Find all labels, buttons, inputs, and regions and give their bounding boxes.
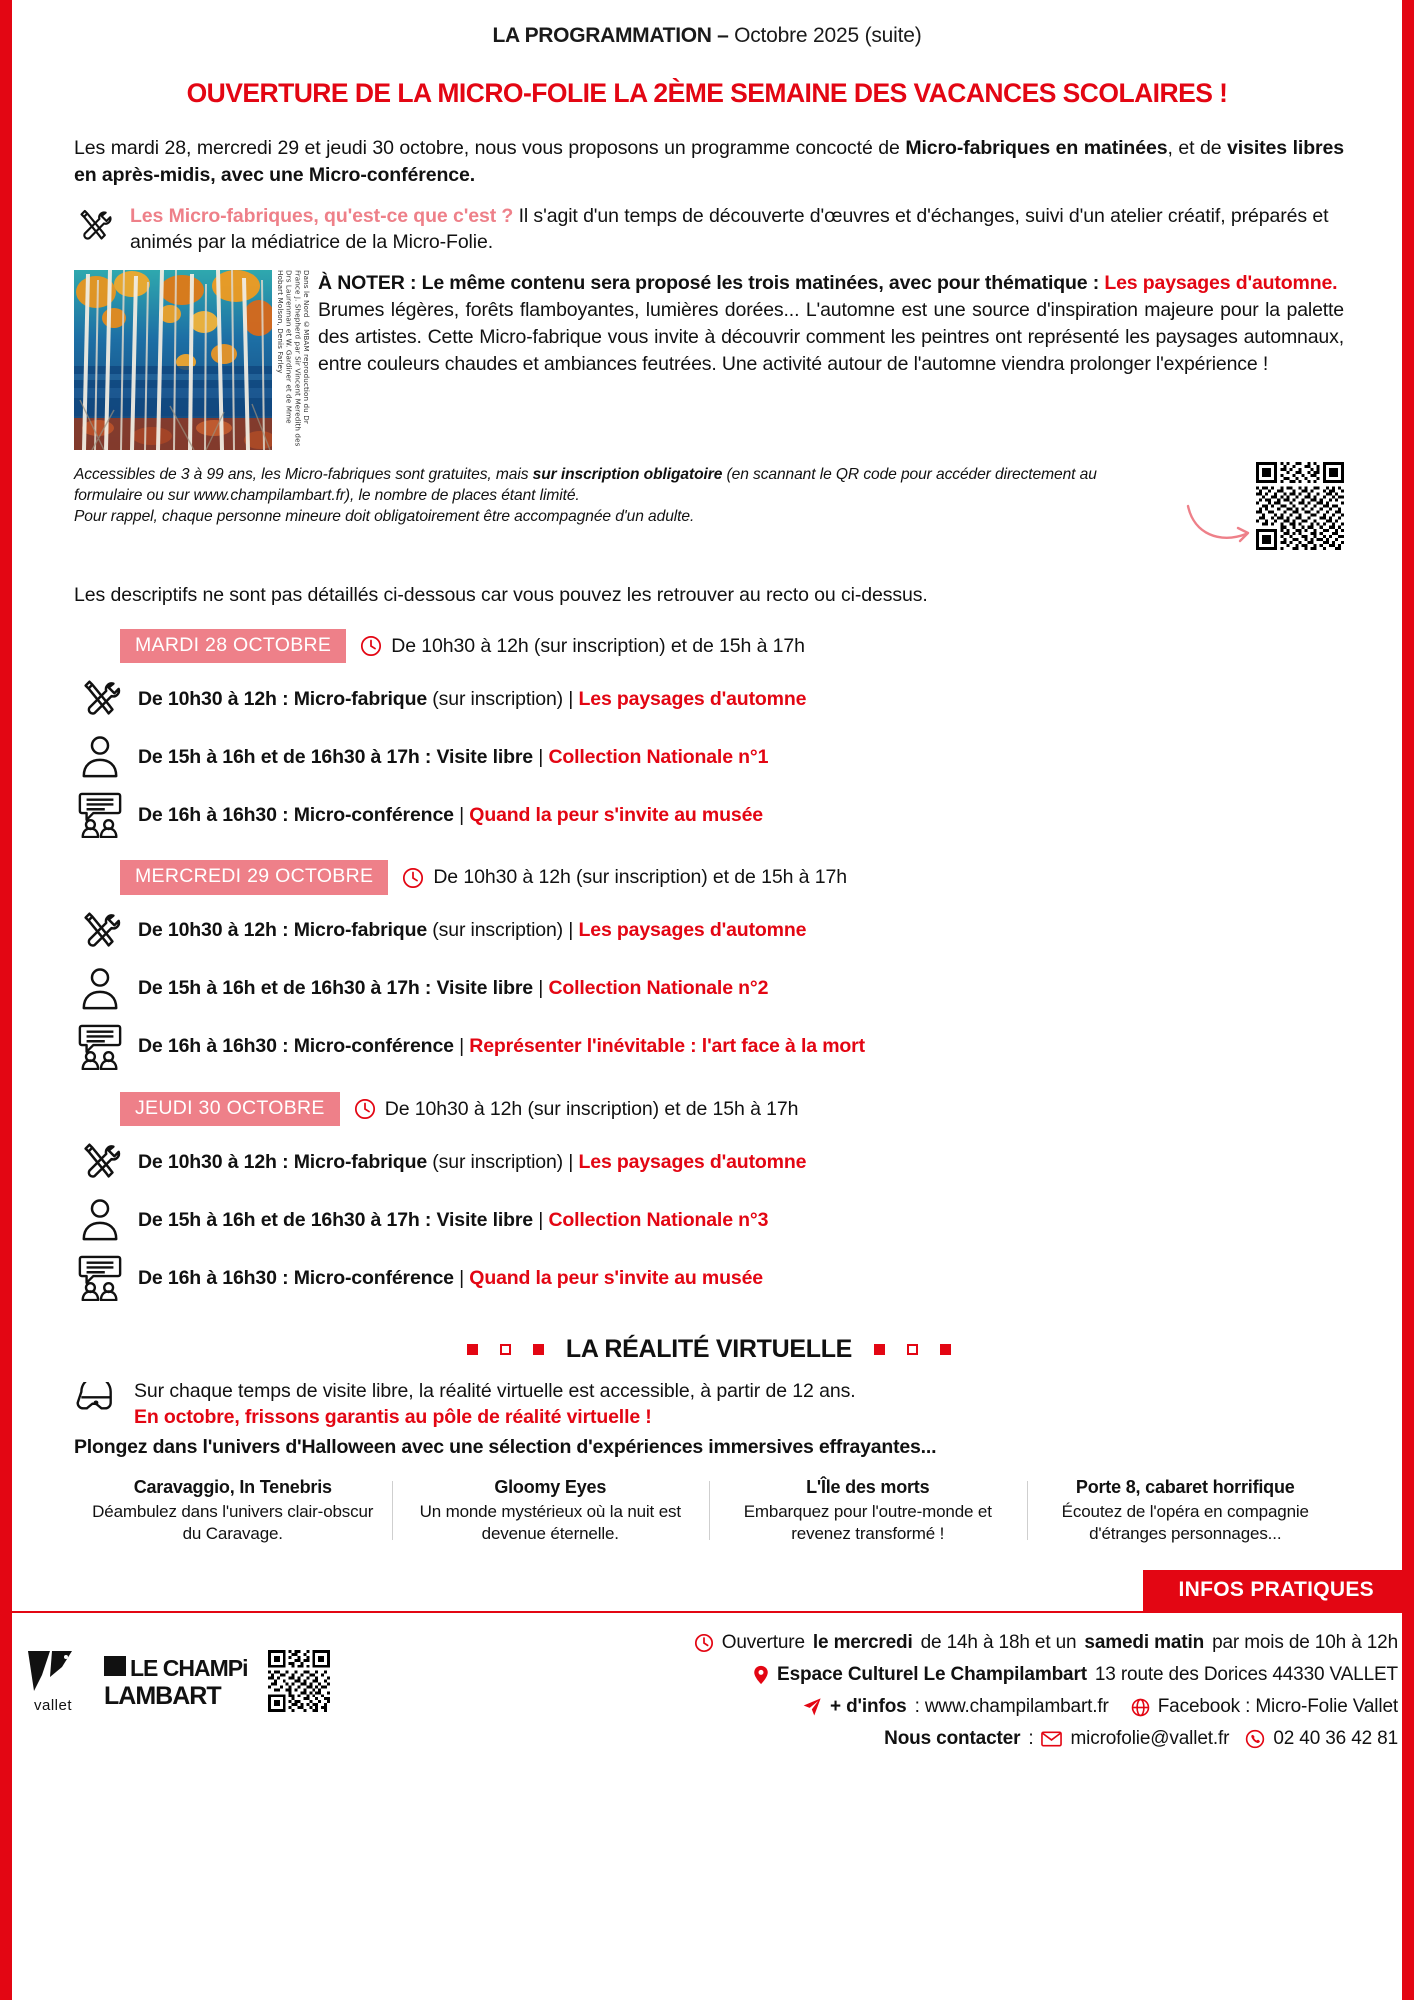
access-line2: Pour rappel, chaque personne mineure doit obligatoirement être accompagnée d'un adulte. bbox=[74, 508, 695, 526]
champilambart-logo bbox=[102, 1650, 250, 1712]
conference-icon bbox=[74, 792, 126, 838]
vr-card-title: Porte 8, cabaret horrifique bbox=[1075, 1477, 1295, 1498]
micro-fabriques-explainer bbox=[74, 203, 1344, 256]
vr-headset-icon bbox=[74, 1380, 122, 1420]
vr-section-header bbox=[74, 1335, 1344, 1364]
event-note: (sur inscription) | bbox=[427, 1150, 579, 1173]
footer-contact-line bbox=[342, 1723, 1398, 1755]
event-note: | bbox=[453, 1035, 470, 1058]
day-header bbox=[74, 1092, 1344, 1127]
day-section bbox=[74, 1092, 1344, 1302]
location-pin-icon bbox=[753, 1665, 769, 1685]
autumn-painting-image bbox=[74, 270, 272, 450]
event-time-type: De 16h à 16h30 : Micro-conférence bbox=[138, 803, 454, 826]
contact-label: Nous contacter bbox=[884, 1728, 1021, 1750]
day-hours-text: De 10h30 à 12h (sur inscription) et de 15h à 17h bbox=[384, 1097, 799, 1120]
vr-card bbox=[74, 1477, 392, 1544]
a-noter-label: À NOTER : Le même contenu sera proposé les trois matinées, avec pour thématique : bbox=[318, 271, 1105, 294]
event-row bbox=[74, 1198, 1344, 1242]
days-container bbox=[74, 629, 1344, 1302]
square-outline-icon bbox=[500, 1344, 511, 1355]
page-border-left bbox=[0, 0, 12, 2000]
event-note: | bbox=[533, 1208, 549, 1231]
vallet-logo-text: vallet bbox=[33, 1697, 73, 1715]
event-time-type: De 15h à 16h et de 16h30 à 17h : Visite libre bbox=[138, 745, 533, 768]
vr-card bbox=[392, 1477, 710, 1544]
event-text bbox=[138, 919, 806, 942]
event-row bbox=[74, 792, 1344, 838]
footer-hours-line bbox=[342, 1627, 1398, 1659]
explainer-answer: Il s'agit d'un temps de découverte d'œuvres et d'échanges, suivi d'un atelier créatif, préparés et animés par la médiatrice de la Micro-Folie. bbox=[130, 204, 1329, 254]
footer bbox=[12, 1627, 1402, 1755]
intro-part1: Les mardi 28, mercredi 29 et jeudi 30 octobre, nous vous proposons un programme concocté de bbox=[74, 137, 906, 159]
event-text bbox=[138, 977, 768, 1000]
infos-value[interactable]: : www.champilambart.fr bbox=[914, 1696, 1109, 1718]
infos-segment bbox=[802, 1691, 1109, 1723]
square-filled-icon bbox=[533, 1344, 544, 1355]
vr-line-2: En octobre, frissons garantis au pôle de réalité virtuelle ! bbox=[134, 1406, 652, 1429]
infos-pratiques-bar-wrap bbox=[12, 1570, 1402, 1611]
event-time-type: De 16h à 16h30 : Micro-conférence bbox=[138, 1035, 454, 1058]
event-text bbox=[138, 1151, 806, 1174]
access-note-row bbox=[74, 462, 1344, 558]
infos-label: + d'infos bbox=[830, 1696, 907, 1718]
access-line1a: Accessibles de 3 à 99 ans, les Micro-fabriques sont gratuites, mais bbox=[74, 465, 533, 483]
intro-bold1: Micro-fabriques en matinées bbox=[905, 137, 1168, 159]
qr-zone bbox=[1134, 462, 1344, 558]
clock-icon bbox=[402, 867, 424, 889]
event-note: (sur inscription) | bbox=[427, 919, 579, 942]
svg-text:LAMBART: LAMBART bbox=[104, 1681, 221, 1710]
vr-card-description: Déambulez dans l'univers clair-obscur du Caravage. bbox=[92, 1502, 374, 1543]
page-border-right bbox=[1402, 0, 1414, 2000]
a-noter-theme: Les paysages d'automne. bbox=[1104, 271, 1338, 294]
contact-sep: : bbox=[1028, 1728, 1034, 1750]
vr-text-lines bbox=[134, 1380, 1344, 1429]
event-title: Quand la peur s'invite au musée bbox=[469, 803, 763, 826]
vr-section-title: LA RÉALITÉ VIRTUELLE bbox=[565, 1335, 853, 1364]
clock-icon bbox=[360, 635, 382, 657]
svg-text:LE CHAMPi: LE CHAMPi bbox=[130, 1654, 248, 1681]
vr-card-title: Caravaggio, In Tenebris bbox=[133, 1477, 332, 1498]
access-line1b: sur inscription obligatoire bbox=[532, 465, 723, 483]
event-note: | bbox=[533, 977, 549, 1000]
envelope-icon bbox=[1041, 1731, 1062, 1747]
footer-web-line bbox=[342, 1691, 1398, 1723]
artwork-credit: Dans le Nord ©MBAM reproduction du Dr France J. Shepherd par Sir Vincent Meredith des Drs Laurenman et W. Gardiner et de Mme Hobart Molson, Denis Farley bbox=[275, 269, 312, 447]
event-text bbox=[138, 804, 763, 827]
hours-c: de 14h à 18h et un bbox=[920, 1632, 1077, 1654]
event-note: (sur inscription) | bbox=[427, 687, 579, 710]
flyer-page bbox=[12, 0, 1402, 2000]
day-badge: MARDI 28 OCTOBRE bbox=[120, 629, 346, 664]
hours-e: par mois de 10h à 12h bbox=[1212, 1632, 1398, 1654]
page-title: OUVERTURE DE LA MICRO-FOLIE LA 2ÈME SEMAINE DES VACANCES SCOLAIRES ! bbox=[186, 78, 1228, 108]
event-text bbox=[138, 1267, 763, 1290]
vallet-logo bbox=[22, 1647, 84, 1714]
hours-a: Ouverture bbox=[721, 1632, 805, 1654]
program-dash: – bbox=[711, 24, 735, 47]
phone-icon bbox=[1245, 1729, 1265, 1749]
program-date: Octobre 2025 (suite) bbox=[734, 24, 922, 47]
explainer-question: Les Micro-fabriques, qu'est-ce que c'est ? bbox=[130, 204, 514, 227]
square-filled-icon bbox=[874, 1344, 885, 1355]
program-label: LA PROGRAMMATION bbox=[492, 24, 712, 47]
footer-logos bbox=[12, 1627, 342, 1714]
event-text bbox=[138, 746, 768, 769]
intro-paragraph bbox=[74, 135, 1344, 189]
event-title: Représenter l'inévitable : l'art face à la mort bbox=[469, 1035, 865, 1058]
event-title: Les paysages d'automne bbox=[578, 687, 807, 710]
visitor-icon bbox=[74, 967, 126, 1011]
decor-squares-left bbox=[467, 1344, 544, 1355]
facebook-segment bbox=[1131, 1691, 1398, 1723]
vr-line-3: Plongez dans l'univers d'Halloween avec une sélection d'expériences immersives effrayantes... bbox=[74, 1436, 937, 1459]
clock-icon bbox=[694, 1633, 714, 1653]
facebook-value[interactable]: Facebook : Micro-Folie Vallet bbox=[1157, 1696, 1398, 1718]
day-header bbox=[74, 860, 1344, 895]
day-header bbox=[74, 629, 1344, 664]
globe-icon bbox=[1131, 1698, 1150, 1717]
day-badge: JEUDI 30 OCTOBRE bbox=[120, 1092, 340, 1127]
event-row bbox=[74, 1139, 1344, 1185]
hours-d: samedi matin bbox=[1084, 1632, 1205, 1654]
event-time-type: De 15h à 16h et de 16h30 à 17h : Visite libre bbox=[138, 1208, 533, 1231]
infos-divider bbox=[12, 1611, 1402, 1614]
content-area bbox=[12, 135, 1402, 1544]
event-row bbox=[74, 1024, 1344, 1070]
registration-qr-code[interactable] bbox=[1256, 462, 1344, 550]
event-title: Les paysages d'automne bbox=[578, 1150, 807, 1173]
a-noter-body: Brumes légères, forêts flamboyantes, lumières dorées... L'automne est une source d'inspiration majeure pour la palette des artistes. Cette Micro-fabrique vous invite à découvrir comment les peintres ont représenté les paysages automnaux, entre couleurs chaudes et ambiances feutrées. Une activité autour de l'automne viendra prolonger l'expérience ! bbox=[318, 298, 1344, 375]
footer-contact-info bbox=[342, 1627, 1402, 1755]
event-time-type: De 16h à 16h30 : Micro-conférence bbox=[138, 1266, 454, 1289]
access-note-text bbox=[74, 462, 1134, 528]
event-time-type: De 10h30 à 12h : Micro-fabrique bbox=[138, 919, 428, 942]
event-title: Les paysages d'automne bbox=[578, 919, 807, 942]
visitor-icon bbox=[74, 1198, 126, 1242]
visitor-icon bbox=[74, 735, 126, 779]
program-header bbox=[12, 24, 1402, 48]
conference-icon bbox=[74, 1255, 126, 1301]
event-time-type: De 15h à 16h et de 16h30 à 17h : Visite libre bbox=[138, 977, 533, 1000]
day-hours-text: De 10h30 à 12h (sur inscription) et de 15h à 17h bbox=[391, 634, 805, 657]
a-noter-text bbox=[312, 270, 1344, 450]
clock-icon bbox=[354, 1098, 376, 1120]
email-value[interactable]: microfolie@vallet.fr bbox=[1070, 1728, 1230, 1750]
vr-experience-cards bbox=[74, 1477, 1344, 1544]
artwork-wrapper bbox=[74, 270, 312, 450]
address-rest: 13 route des Dorices 44330 VALLET bbox=[1094, 1664, 1398, 1686]
event-title: Quand la peur s'invite au musée bbox=[469, 1266, 763, 1289]
curved-arrow-icon bbox=[1186, 500, 1256, 550]
intro-bold2: visites libres en après-midis, avec une Micro-conférence. bbox=[74, 137, 1344, 186]
tools-icon bbox=[74, 1139, 126, 1185]
conference-icon bbox=[74, 1024, 126, 1070]
event-time-type: De 10h30 à 12h : Micro-fabrique bbox=[138, 1150, 428, 1173]
day-hours bbox=[360, 635, 805, 658]
event-text bbox=[138, 688, 806, 711]
event-row bbox=[74, 908, 1344, 954]
vr-card bbox=[709, 1477, 1027, 1544]
footer-address-line bbox=[342, 1659, 1398, 1691]
vr-description-row bbox=[74, 1380, 1344, 1429]
footer-qr-code[interactable] bbox=[268, 1650, 330, 1712]
access-line1c: (en scannant le QR code pour accéder directement au formulaire ou sur www.champilambart.fr), le nombre de places étant limité. bbox=[74, 465, 1097, 505]
vr-line-1: Sur chaque temps de visite libre, la réalité virtuelle est accessible, à partir de 12 ans. bbox=[134, 1380, 856, 1403]
event-title: Collection Nationale n°3 bbox=[548, 1208, 769, 1231]
day-hours bbox=[402, 866, 847, 889]
paper-plane-icon bbox=[802, 1697, 822, 1717]
tools-icon bbox=[74, 203, 118, 246]
infos-pratiques-badge: INFOS PRATIQUES bbox=[1143, 1570, 1402, 1611]
vr-card-description: Écoutez de l'opéra en compagnie d'étranges personnages... bbox=[1061, 1502, 1309, 1543]
event-text bbox=[138, 1209, 768, 1232]
tools-icon bbox=[74, 908, 126, 954]
vr-card bbox=[1027, 1477, 1345, 1544]
square-outline-icon bbox=[907, 1344, 918, 1355]
event-row bbox=[74, 676, 1344, 722]
event-text bbox=[138, 1035, 865, 1058]
address-bold: Espace Culturel Le Champilambart bbox=[777, 1664, 1087, 1686]
event-note: | bbox=[533, 745, 549, 768]
vr-card-description: Un monde mystérieux où la nuit est devenue éternelle. bbox=[419, 1502, 681, 1543]
event-note: | bbox=[453, 803, 470, 826]
event-row bbox=[74, 735, 1344, 779]
phone-value[interactable]: 02 40 36 42 81 bbox=[1273, 1728, 1398, 1750]
hours-b: le mercredi bbox=[812, 1632, 913, 1654]
square-filled-icon bbox=[467, 1344, 478, 1355]
decor-squares-right bbox=[874, 1344, 951, 1355]
tools-icon bbox=[74, 676, 126, 722]
explainer-text bbox=[130, 203, 1344, 256]
intro-part2: , et de bbox=[1167, 137, 1228, 159]
event-title: Collection Nationale n°2 bbox=[548, 977, 769, 1000]
event-row bbox=[74, 1255, 1344, 1301]
vr-card-title: Gloomy Eyes bbox=[494, 1477, 607, 1498]
square-filled-icon bbox=[940, 1344, 951, 1355]
event-note: | bbox=[453, 1266, 470, 1289]
day-badge: MERCREDI 29 OCTOBRE bbox=[120, 860, 388, 895]
a-noter-block bbox=[74, 270, 1344, 450]
day-section bbox=[74, 629, 1344, 839]
vr-card-title: L'Île des morts bbox=[806, 1477, 930, 1498]
day-section bbox=[74, 860, 1344, 1070]
event-row bbox=[74, 967, 1344, 1011]
event-time-type: De 10h30 à 12h : Micro-fabrique bbox=[138, 687, 428, 710]
event-title: Collection Nationale n°1 bbox=[548, 745, 769, 768]
vr-card-description: Embarquez pour l'outre-monde et revenez transformé ! bbox=[743, 1502, 992, 1543]
descriptifs-note: Les descriptifs ne sont pas détaillés ci-dessous car vous pouvez les retrouver au recto ou ci-dessus. bbox=[74, 583, 928, 606]
day-hours bbox=[354, 1098, 799, 1121]
day-hours-text: De 10h30 à 12h (sur inscription) et de 15h à 17h bbox=[433, 866, 847, 889]
